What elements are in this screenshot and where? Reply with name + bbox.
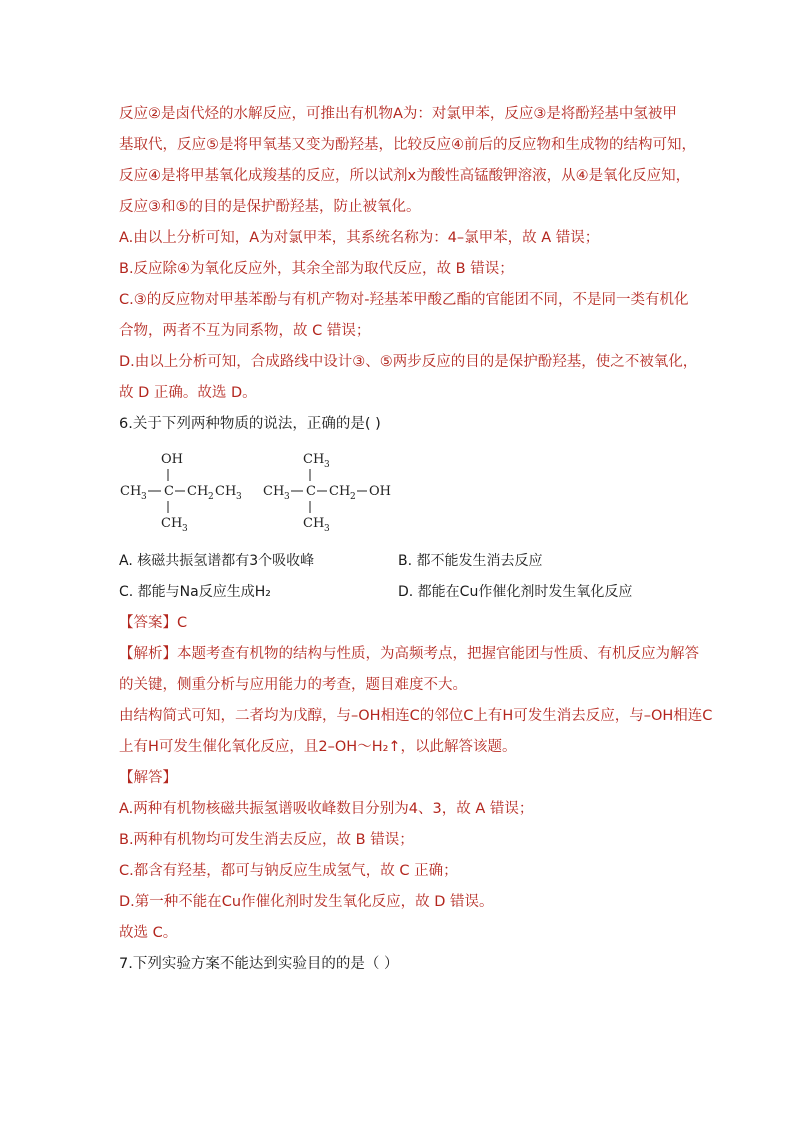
molecule-2 bbox=[263, 452, 391, 534]
svg-text:3: 3 bbox=[236, 492, 242, 502]
svg-text:3: 3 bbox=[324, 460, 330, 470]
option-explanation-c-cont: 合物，两者不互为同系物，故 C 错误； bbox=[119, 323, 371, 339]
analysis-line: 的关键，侧重分析与应用能力的考查，题目难度不大。 bbox=[119, 677, 467, 693]
molecule-1-c: C bbox=[164, 484, 174, 499]
option-explanation-a: A.由以上分析可知，A为对氯甲苯，其系统名称为：4–氯甲苯，故 A 错误； bbox=[119, 230, 600, 246]
molecule-2-ch3-top: CH bbox=[303, 452, 325, 467]
option-b: B. 都不能发生消去反应 bbox=[398, 553, 543, 569]
solution-line: 故选 C。 bbox=[119, 925, 178, 941]
molecule-1-oh: OH bbox=[161, 452, 183, 467]
text-line: 反应③和⑤的目的是保护酚羟基，防止被氧化。 bbox=[119, 199, 421, 215]
solution-line: B.两种有机物均可发生消去反应，故 B 错误； bbox=[119, 832, 414, 848]
text-line: 反应④是将甲基氧化成羧基的反应，所以试剂x为酸性高锰酸钾溶液，从④是氧化反应知， bbox=[119, 168, 691, 184]
molecule-2-ch3-bottom: CH bbox=[303, 516, 325, 531]
answer-label: 【答案】C bbox=[119, 615, 188, 631]
option-explanation-c: C.③的反应物对甲基苯酚与有机产物对-羟基苯甲酸乙酯的官能团不同，不是同一类有机化 bbox=[119, 292, 689, 308]
structure-formulas bbox=[115, 445, 415, 535]
svg-text:CH: CH bbox=[215, 484, 237, 499]
option-explanation-d: D.由以上分析可知，合成路线中设计③、⑤两步反应的目的是保护酚羟基，使之不被氧化， bbox=[119, 354, 698, 370]
solution-line: C.都含有羟基，都可与钠反应生成氢气，故 C 正确； bbox=[119, 863, 458, 879]
option-explanation-d-cont: 故 D 正确。故选 D。 bbox=[119, 385, 257, 401]
option-d: D. 都能在Cu作催化剂时发生氧化反应 bbox=[398, 584, 633, 600]
molecule-2-c: C bbox=[306, 484, 316, 499]
svg-text:2: 2 bbox=[208, 492, 214, 502]
solution-line: A.两种有机物核磁共振氢谱吸收峰数目分别为4、3，故 A 错误； bbox=[119, 801, 534, 817]
option-explanation-b: B.反应除④为氧化反应外，其余全部为取代反应，故 B 错误； bbox=[119, 261, 514, 277]
molecule-2-ch2: CH bbox=[329, 484, 351, 499]
analysis-line: 上有H可发生催化氧化反应，且2–OH～H₂↑，以此解答该题。 bbox=[119, 739, 517, 755]
svg-text:2: 2 bbox=[350, 492, 356, 502]
molecule-1-ch3-left: CH bbox=[120, 484, 142, 499]
svg-text:3: 3 bbox=[324, 524, 330, 534]
molecule-1-ch3-bottom: CH bbox=[161, 516, 183, 531]
molecule-2-oh: OH bbox=[369, 484, 391, 499]
solution-line: D.第一种不能在Cu作催化剂时发生氧化反应，故 D 错误。 bbox=[119, 894, 494, 910]
molecule-1 bbox=[120, 452, 242, 534]
molecule-2-ch3-left: CH bbox=[263, 484, 285, 499]
option-c: C. 都能与Na反应生成H₂ bbox=[119, 584, 271, 600]
question-6: 6.关于下列两种物质的说法，正确的是( ) bbox=[119, 416, 381, 432]
question-7: 7.下列实验方案不能达到实验目的的是（ ） bbox=[119, 956, 399, 972]
svg-text:3: 3 bbox=[284, 492, 290, 502]
svg-text:3: 3 bbox=[141, 492, 147, 502]
solution-heading: 【解答】 bbox=[119, 770, 177, 786]
option-a: A. 核磁共振氢谱都有3个吸收峰 bbox=[119, 553, 315, 569]
analysis-line: 由结构简式可知，二者均为戊醇，与–OH相连C的邻位C上有H可发生消去反应，与–OH相连C bbox=[119, 708, 713, 724]
svg-text:3: 3 bbox=[182, 524, 188, 534]
analysis-line: 【解析】本题考查有机物的结构与性质，为高频考点，把握官能团与性质、有机反应为解答 bbox=[119, 646, 699, 662]
molecule-1-ch2ch3: CH bbox=[187, 484, 209, 499]
text-line: 反应②是卤代烃的水解反应，可推出有机物A为：对氯甲苯，反应③是将酚羟基中氢被甲 bbox=[119, 106, 677, 122]
text-line: 基取代，反应⑤是将甲氧基又变为酚羟基，比较反应④前后的反应物和生成物的结构可知， bbox=[119, 137, 696, 153]
